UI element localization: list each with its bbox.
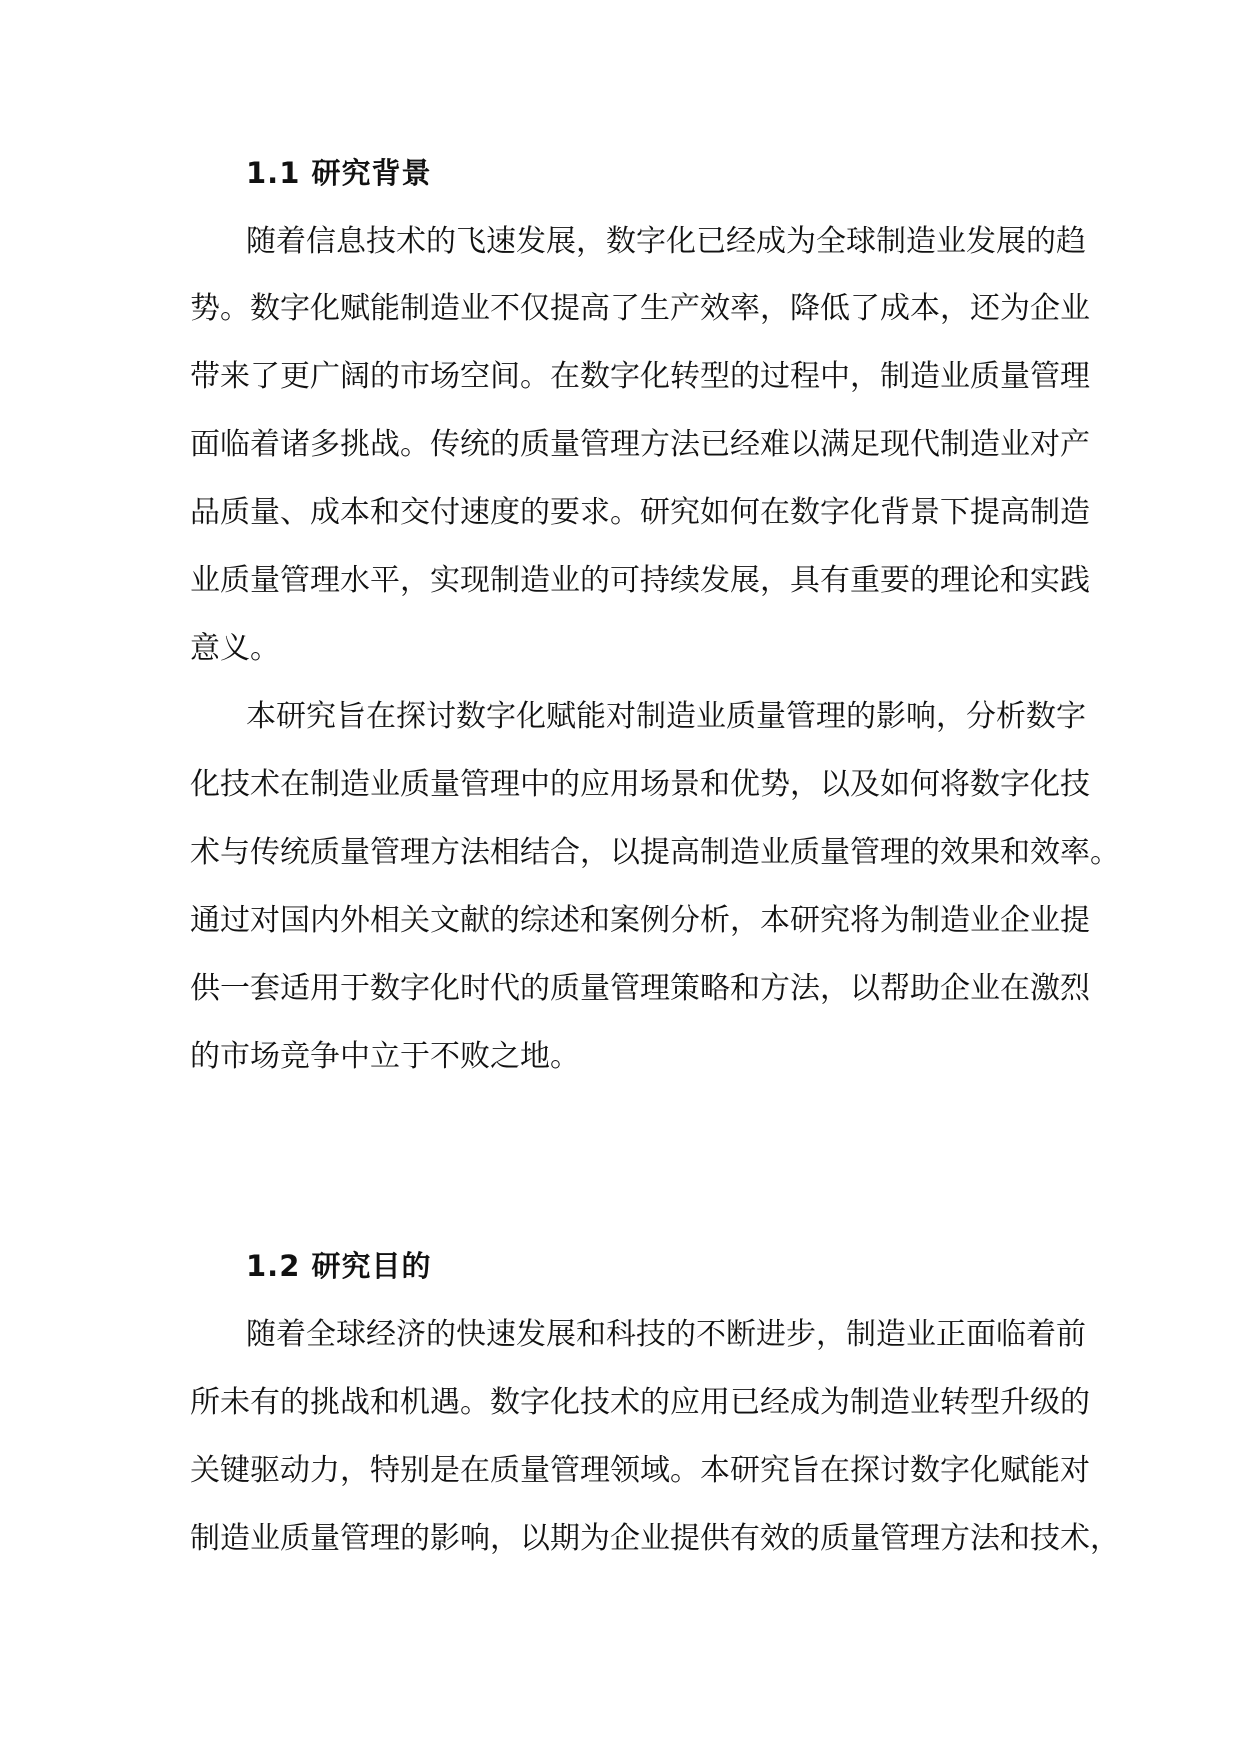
text-line: 意义。 <box>190 631 280 666</box>
text-line: 的市场竞争中立于不败之地。 <box>190 1039 580 1074</box>
section-heading-research-purpose: 1.2 研究目的 <box>246 1249 432 1283</box>
text-line: 面临着诸多挑战。传统的质量管理方法已经难以满足现代制造业对产 <box>190 427 1090 462</box>
section-heading-research-background: 1.1 研究背景 <box>246 156 432 190</box>
text-line: 化技术在制造业质量管理中的应用场景和优势，以及如何将数字化技 <box>190 767 1090 802</box>
text-line: 术与传统质量管理方法相结合，以提高制造业质量管理的效果和效率。 <box>190 835 1120 870</box>
text-line: 业质量管理水平，实现制造业的可持续发展，具有重要的理论和实践 <box>190 563 1090 598</box>
text-line: 关键驱动力，特别是在质量管理领域。本研究旨在探讨数字化赋能对 <box>190 1453 1090 1488</box>
text-line: 通过对国内外相关文献的综述和案例分析，本研究将为制造业企业提 <box>190 903 1090 938</box>
text-line: 品质量、成本和交付速度的要求。研究如何在数字化背景下提高制造 <box>190 495 1090 530</box>
text-line: 所未有的挑战和机遇。数字化技术的应用已经成为制造业转型升级的 <box>190 1385 1090 1420</box>
text-line: 供一套适用于数字化时代的质量管理策略和方法，以帮助企业在激烈 <box>190 971 1090 1006</box>
text-line: 随着信息技术的飞速发展，数字化已经成为全球制造业发展的趋 <box>246 224 1086 259</box>
text-line: 势。数字化赋能制造业不仅提高了生产效率，降低了成本，还为企业 <box>190 291 1090 326</box>
text-line: 本研究旨在探讨数字化赋能对制造业质量管理的影响，分析数字 <box>246 699 1086 734</box>
text-line: 带来了更广阔的市场空间。在数字化转型的过程中，制造业质量管理 <box>190 359 1090 394</box>
text-line: 随着全球经济的快速发展和科技的不断进步，制造业正面临着前 <box>246 1317 1086 1352</box>
text-line: 制造业质量管理的影响，以期为企业提供有效的质量管理方法和技术， <box>190 1521 1120 1556</box>
